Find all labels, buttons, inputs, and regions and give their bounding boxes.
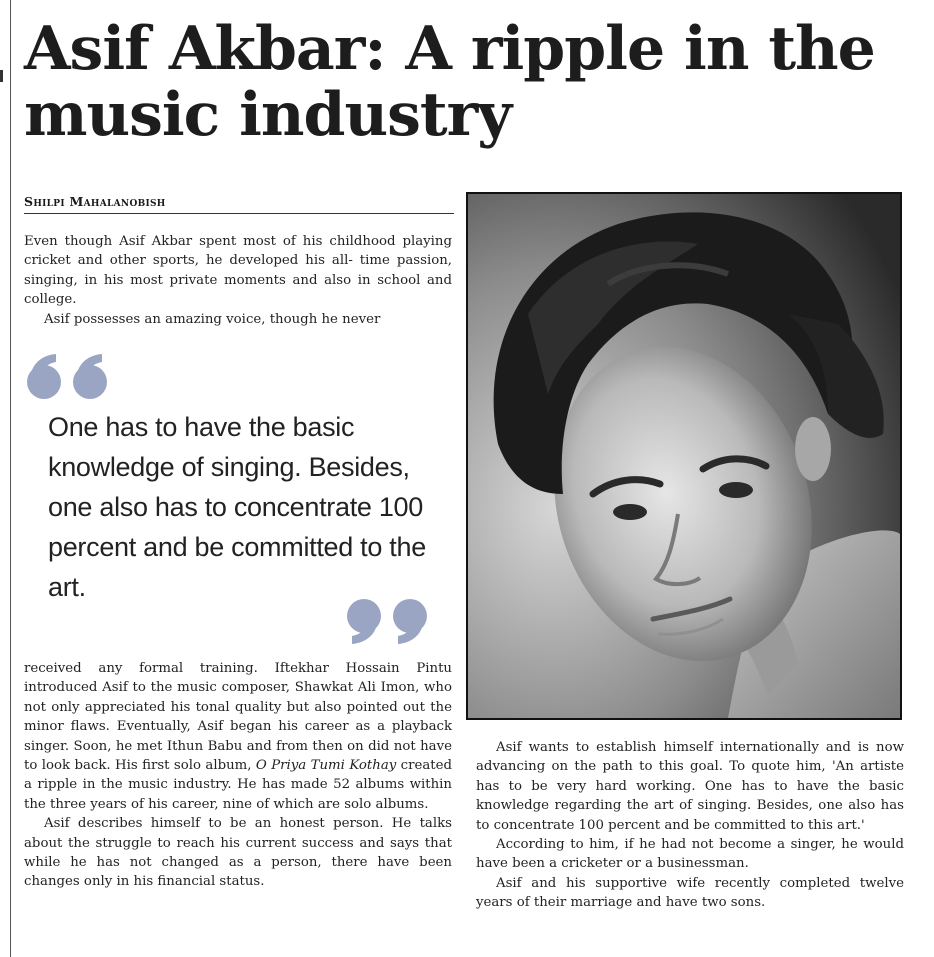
open-quote-icon: [22, 352, 114, 404]
portrait-photo: [466, 192, 902, 720]
album-title: O Priya Tumi Kothay: [255, 758, 397, 774]
paragraph: Even though Asif Akbar spent most of his childhood playing cricket and other sports, he developed his all- time passion, singing, in his most private moments and also in school and college.: [24, 234, 452, 308]
rule-tick: [0, 70, 3, 82]
pull-quote: One has to have the basic knowledge of singing. Besides, one also has to concentrate 100 percent and be committed to the art.: [48, 412, 426, 602]
paragraph: Asif possesses an amazing voice, though he never: [44, 311, 381, 327]
column-2: [476, 738, 904, 913]
headline: Asif Akbar: A ripple in the music industry: [24, 14, 875, 150]
column-rule: [10, 0, 11, 957]
paragraph: Asif wants to establish himself internationally and is now advancing on the path to this goal. To quote him, 'An artiste has to be very hard working. One has to have the basic knowledge regarding the art of singing. Besides, one also has to concentrate 100 percent and be committed to this art.': [476, 740, 904, 833]
paragraph: Asif describes himself to be an honest person. He talks about the struggle to reach his current success and says that while he has not changed as a person, there have been changes only in his financial status.: [24, 816, 452, 890]
paragraph-text: received any formal training. Iftekhar Hossain Pintu introduced Asif to the music composer, Shawkat Ali Imon, who not only appreciated his tonal quality but also pointed out the minor flaws. Eventually, Asif began his career as a playback singer. Soon, he met Ithun Babu and from then on did not have to look back. His first solo album,: [24, 661, 452, 774]
portrait-image: [468, 194, 900, 718]
paragraph: According to him, if he had not become a singer, he would have been a cricketer or a businessman.: [476, 837, 904, 872]
paragraph-text: created a ripple in the music industry. He has made 52 albums within the three years of his career, nine of which are solo albums.: [24, 758, 452, 812]
column-1-bottom: [24, 659, 452, 892]
paragraph: [24, 659, 452, 814]
byline: Shilpi Mahalanobish: [24, 194, 454, 214]
column-1-top: [24, 232, 452, 329]
paragraph: Asif and his supportive wife recently completed twelve years of their marriage and have two sons.: [476, 875, 904, 911]
close-quote-icon: [340, 594, 432, 646]
